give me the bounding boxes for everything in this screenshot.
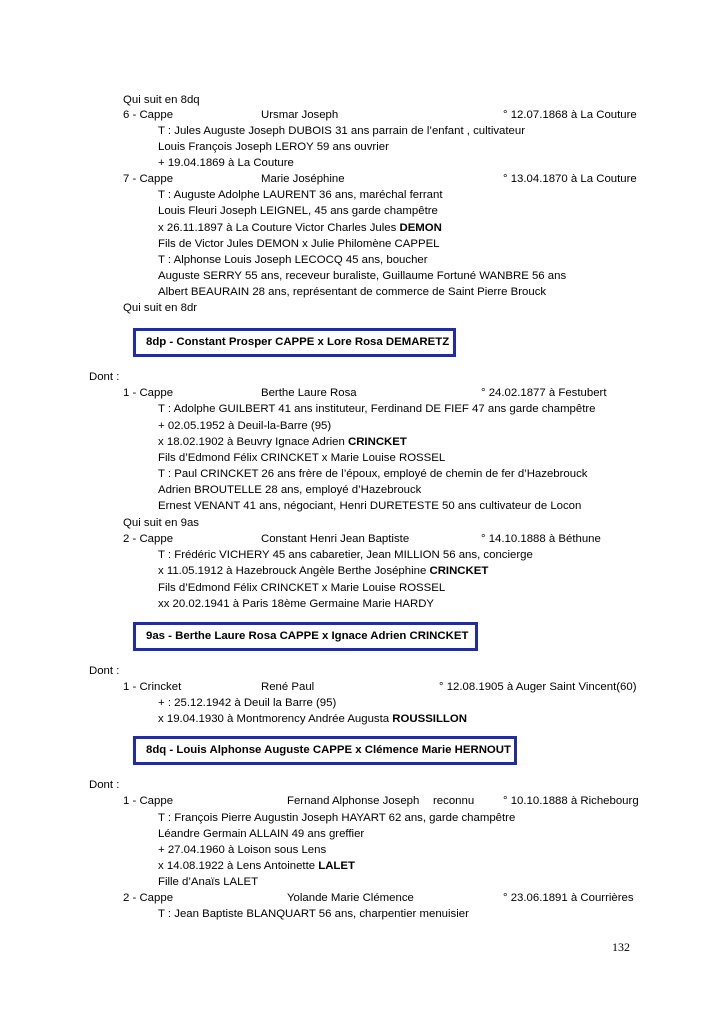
- child-entry-birth: ° 24.02.1877 à Festubert: [481, 387, 607, 399]
- witness-line: T : Jean Baptiste BLANQUART 56 ans, charpentier menuisier: [158, 908, 469, 920]
- continuation-note: Qui suit en 9as: [123, 517, 199, 529]
- child-entry-name: Constant Henri Jean Baptiste: [261, 533, 410, 545]
- witness-line: Louis Fleuri Joseph LEIGNEL, 45 ans garde champêtre: [158, 205, 438, 217]
- death-line: + 27.04.1960 à Loison sous Lens: [158, 844, 327, 856]
- witness-line: Adrien BROUTELLE 28 ans, employé d’Hazebrouck: [158, 484, 422, 496]
- death-line: + : 25.12.1942 à Deuil la Barre (95): [158, 697, 337, 709]
- child-entry-birth: ° 10.10.1888 à Richebourg: [503, 795, 639, 807]
- witness-line: Louis François Joseph LEROY 59 ans ouvrier: [158, 141, 389, 153]
- witness-line: Auguste SERRY 55 ans, receveur buraliste, Guillaume Fortuné WANBRE 56 ans: [158, 270, 567, 282]
- child-entry-number: 2 - Cappe: [123, 892, 174, 904]
- second-marriage-line: xx 20.02.1941 à Paris 18ème Germaine Marie HARDY: [158, 598, 435, 610]
- witness-line: T : Alphonse Louis Joseph LECOCQ 45 ans, boucher: [158, 254, 428, 266]
- dont-label: Dont :: [89, 779, 120, 791]
- child-entry-name: Fernand Alphonse Joseph: [287, 795, 420, 807]
- child-entry-birth: ° 14.10.1888 à Béthune: [481, 533, 601, 545]
- dont-label: Dont :: [89, 371, 120, 383]
- page-number: 132: [612, 940, 630, 954]
- child-entry-birth: ° 13.04.1870 à La Couture: [503, 173, 637, 185]
- marriage-line: x 11.05.1912 à Hazebrouck Angèle Berthe Joséphine CRINCKET: [158, 565, 489, 577]
- dont-label: Dont :: [89, 665, 120, 677]
- child-entry-number: 7 - Cappe: [123, 173, 174, 185]
- child-entry-number: 1 - Cappe: [123, 387, 174, 399]
- marriage-line: x 19.04.1930 à Montmorency Andrée Augusta ROUSSILLON: [158, 713, 467, 725]
- child-entry-number: 1 - Cappe: [123, 795, 174, 807]
- child-entry-name: René Paul: [261, 681, 315, 693]
- family-heading-box: 8dp - Constant Prosper CAPPE x Lore Rosa DEMARETZ: [133, 328, 456, 357]
- family-heading-box: 8dq - Louis Alphonse Auguste CAPPE x Clémence Marie HERNOUT: [133, 736, 517, 765]
- child-entry-name: Yolande Marie Clémence: [287, 892, 414, 904]
- witness-line: T : Auguste Adolphe LAURENT 36 ans, maréchal ferrant: [158, 189, 443, 201]
- child-entry-birth: ° 12.08.1905 à Auger Saint Vincent(60): [439, 681, 637, 693]
- child-entry-number: 6 - Cappe: [123, 109, 174, 121]
- death-line: + 02.05.1952 à Deuil-la-Barre (95): [158, 420, 332, 432]
- continuation-note: Qui suit en 8dq: [123, 94, 200, 106]
- marriage-line: x 18.02.1902 à Beuvry Ignace Adrien CRINCKET: [158, 436, 407, 448]
- parents-line: Fils d’Edmond Félix CRINCKET x Marie Louise ROSSEL: [158, 582, 446, 594]
- child-entry-number: 2 - Cappe: [123, 533, 174, 545]
- witness-line: T : Paul CRINCKET 26 ans frère de l’époux, employé de chemin de fer d’Hazebrouck: [158, 468, 588, 480]
- marriage-line: x 14.08.1922 à Lens Antoinette LALET: [158, 860, 355, 872]
- continuation-note: Qui suit en 8dr: [123, 302, 198, 314]
- child-entry-name: Ursmar Joseph: [261, 109, 339, 121]
- witness-line: Ernest VENANT 41 ans, négociant, Henri DURETESTE 50 ans cultivateur de Locon: [158, 500, 582, 512]
- witness-line: Léandre Germain ALLAIN 49 ans greffier: [158, 828, 365, 840]
- witness-line: Albert BEAURAIN 28 ans, représentant de commerce de Saint Pierre Brouck: [158, 286, 547, 298]
- family-heading-box: 9as - Berthe Laure Rosa CAPPE x Ignace Adrien CRINCKET: [133, 622, 478, 651]
- parents-line: Fils d’Edmond Félix CRINCKET x Marie Louise ROSSEL: [158, 452, 446, 464]
- witness-line: T : François Pierre Augustin Joseph HAYART 62 ans, garde champêtre: [158, 812, 516, 824]
- witness-line: T : Jules Auguste Joseph DUBOIS 31 ans parrain de l’enfant , cultivateur: [158, 125, 526, 137]
- child-entry-name: Berthe Laure Rosa: [261, 387, 357, 399]
- child-entry-name: Marie Joséphine: [261, 173, 345, 185]
- child-entry-birth: ° 23.06.1891 à Courrières: [503, 892, 634, 904]
- parents-line: Fille d’Anaïs LALET: [158, 876, 259, 888]
- death-line: + 19.04.1869 à La Couture: [158, 157, 294, 169]
- child-entry-birth: ° 12.07.1868 à La Couture: [503, 109, 637, 121]
- recognition-note: reconnu: [433, 795, 475, 807]
- marriage-line: x 26.11.1897 à La Couture Victor Charles Jules DEMON: [158, 222, 442, 234]
- witness-line: T : Adolphe GUILBERT 41 ans instituteur, Ferdinand DE FIEF 47 ans garde champêtre: [158, 403, 596, 415]
- child-entry-number: 1 - Crincket: [123, 681, 182, 693]
- parents-line: Fils de Victor Jules DEMON x Julie Philomène CAPPEL: [158, 238, 440, 250]
- witness-line: T : Frédéric VICHERY 45 ans cabaretier, Jean MILLION 56 ans, concierge: [158, 549, 533, 561]
